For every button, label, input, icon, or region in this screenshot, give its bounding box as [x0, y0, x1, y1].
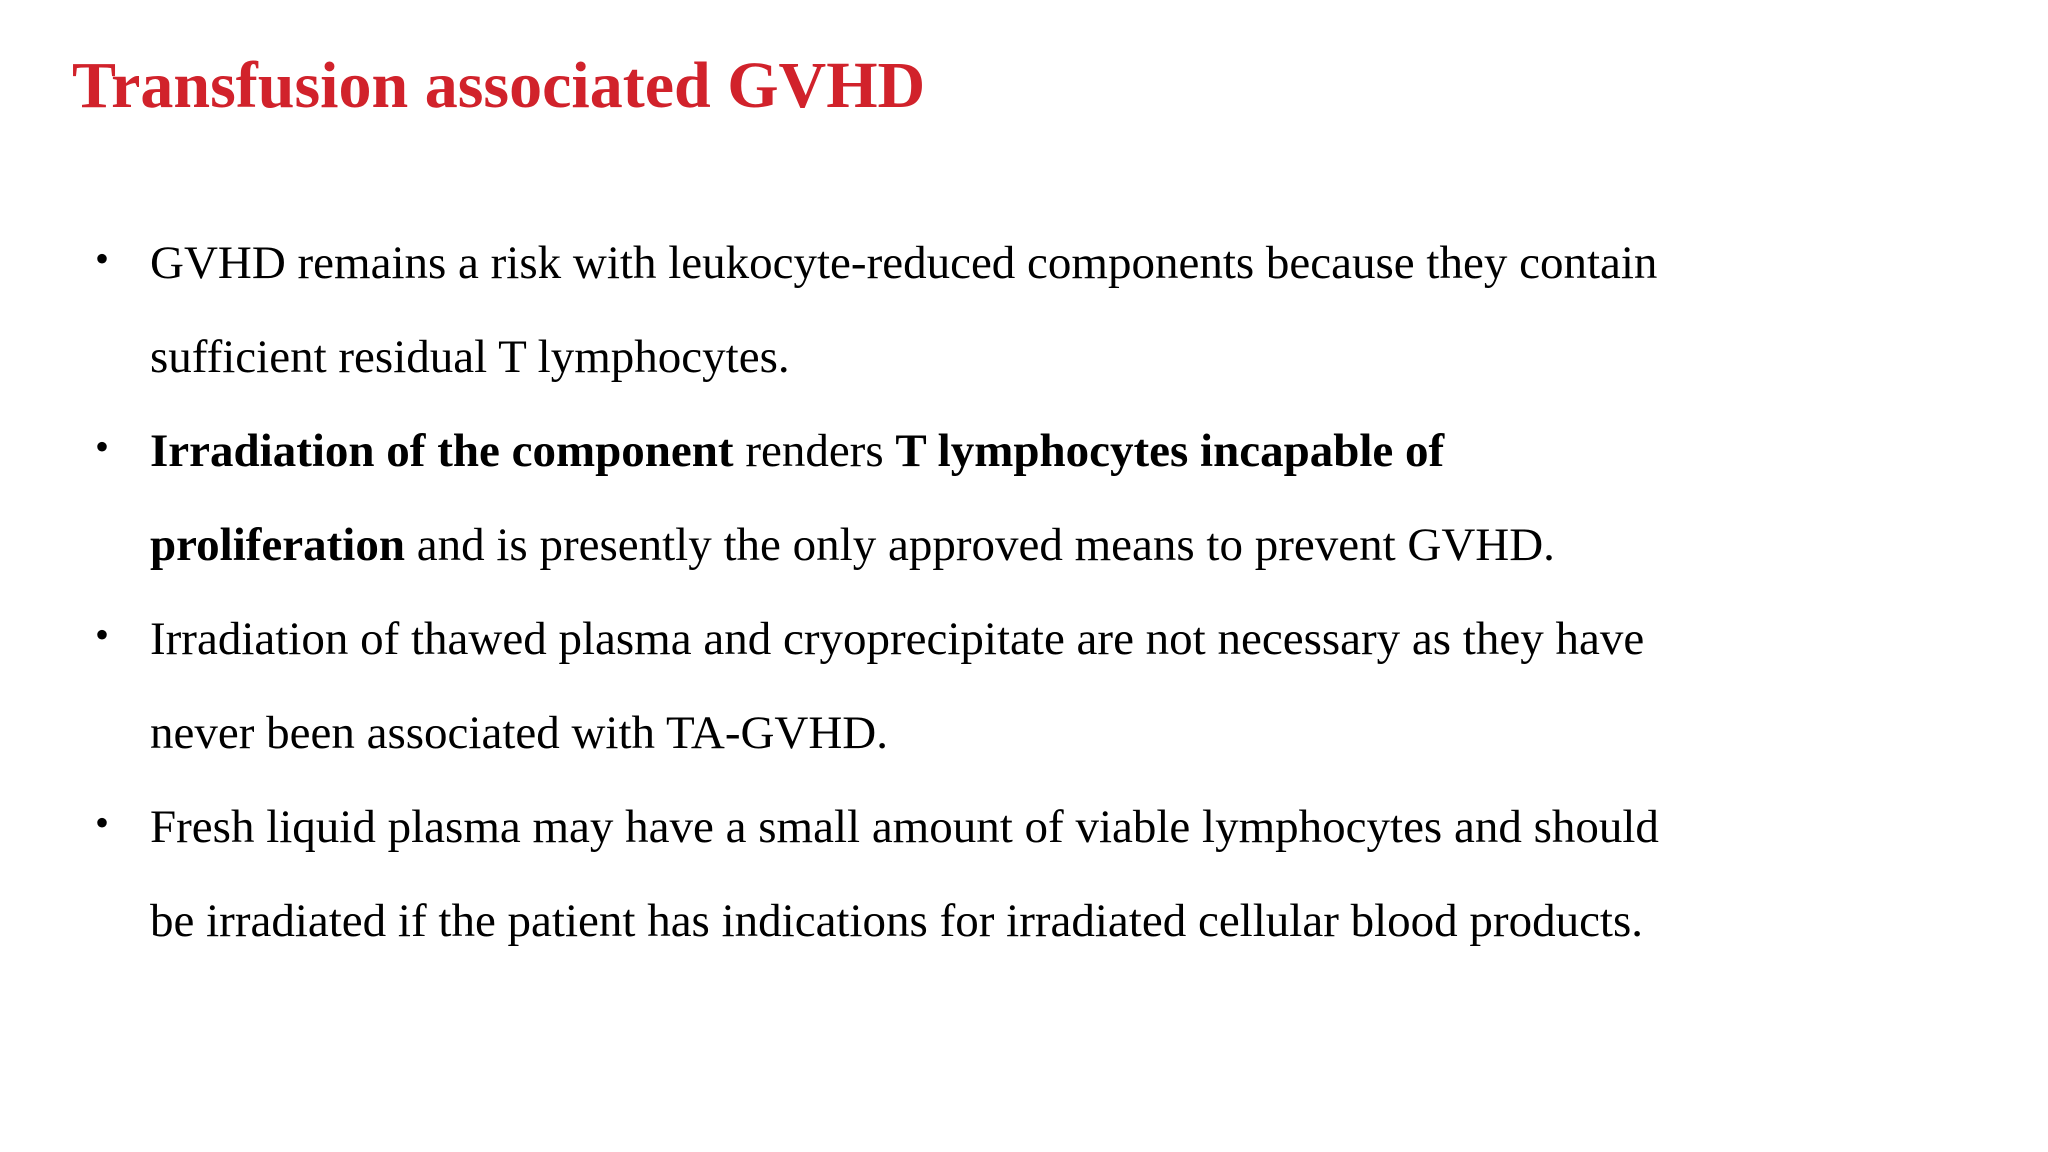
bullet-2-line-2: [150, 498, 1890, 592]
bullet-3-line-2: never been associated with TA-GVHD.: [150, 707, 889, 759]
bullet-2-text-1: renders: [733, 425, 896, 477]
slide-title: Transfusion associated GVHD: [72, 49, 926, 122]
bullet-2-bold-phrase-1: Irradiation of the component: [150, 425, 734, 477]
bullet-2-line-1: [150, 404, 1890, 498]
bullet-2-bold-phrase-3: proliferation: [150, 519, 405, 571]
bullet-4-line-1: Fresh liquid plasma may have a small amount of viable lymphocytes and should: [150, 801, 1659, 853]
bullet-dot-icon: •: [94, 800, 109, 845]
bullet-2-bold-phrase-2: T lymphocytes incapable of: [895, 425, 1445, 477]
bullet-4-line-2: be irradiated if the patient has indications for irradiated cellular blood products.: [150, 895, 1644, 947]
bullet-dot-icon: •: [94, 236, 109, 281]
bullet-2-text-2: and is presently the only approved means to prevent GVHD.: [405, 519, 1555, 571]
bullet-item-3: [90, 592, 1890, 780]
bullet-1-line-2: sufficient residual T lymphocytes.: [150, 331, 790, 383]
bullet-item-4: [90, 780, 1890, 968]
bullet-3-line-1: Irradiation of thawed plasma and cryoprecipitate are not necessary as they have: [150, 613, 1645, 665]
bullet-item-1: [90, 216, 1890, 404]
bullet-item-2: [90, 404, 1890, 592]
bullet-dot-icon: •: [94, 612, 109, 657]
bullet-dot-icon: •: [94, 424, 109, 469]
bullet-1-line-1: GVHD remains a risk with leukocyte-reduced components because they contain: [150, 237, 1658, 289]
bullet-list: [90, 216, 1890, 968]
